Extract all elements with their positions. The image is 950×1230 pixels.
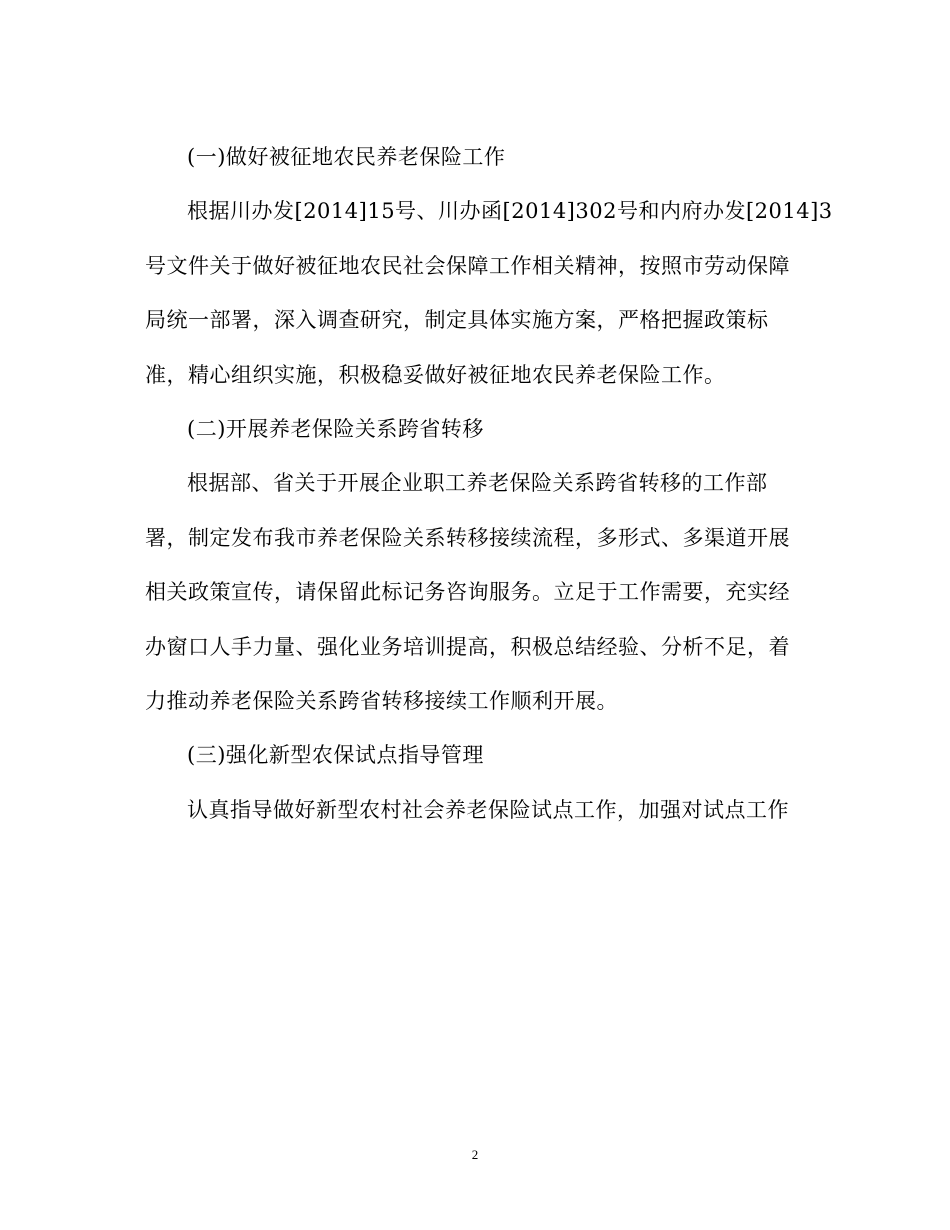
paragraph-2-line-5: 力推动养老保险关系跨省转移接续工作顺利开展。 (145, 688, 618, 713)
paragraph-2-line-4: 办窗口人手力量、强化业务培训提高，积极总结经验、分析不足，着 (145, 634, 790, 659)
section-heading-2: (二)开展养老保险关系跨省转移 (187, 416, 484, 441)
paragraph-1-line-1: 根据川办发[2014]15号、川办函[2014]302号和内府办发[2014]3 (187, 199, 833, 224)
paragraph-1-line-2: 号文件关于做好被征地农民社会保障工作相关精神，按照市劳动保障 (145, 253, 790, 278)
paragraph-2-line-2: 署，制定发布我市养老保险关系转移接续流程，多形式、多渠道开展 (145, 525, 790, 550)
paragraph-2-line-1: 根据部、省关于开展企业职工养老保险关系跨省转移的工作部 (187, 471, 768, 496)
page-number: 2 (471, 1147, 479, 1162)
paragraph-1-line-4: 准，精心组织实施，积极稳妥做好被征地农民养老保险工作。 (145, 362, 726, 387)
paragraph-2-line-3: 相关政策宣传，请保留此标记务咨询服务。立足于工作需要，充实经 (145, 580, 790, 605)
section-heading-3: (三)强化新型农保试点指导管理 (187, 743, 484, 768)
paragraph-3-line-1: 认真指导做好新型农村社会养老保险试点工作，加强对试点工作 (187, 797, 789, 822)
body-text (145, 130, 833, 837)
section-heading-1: (一)做好被征地农民养老保险工作 (187, 145, 506, 169)
paragraph-1-line-3: 局统一部署，深入调查研究，制定具体实施方案，严格把握政策标 (145, 308, 769, 333)
